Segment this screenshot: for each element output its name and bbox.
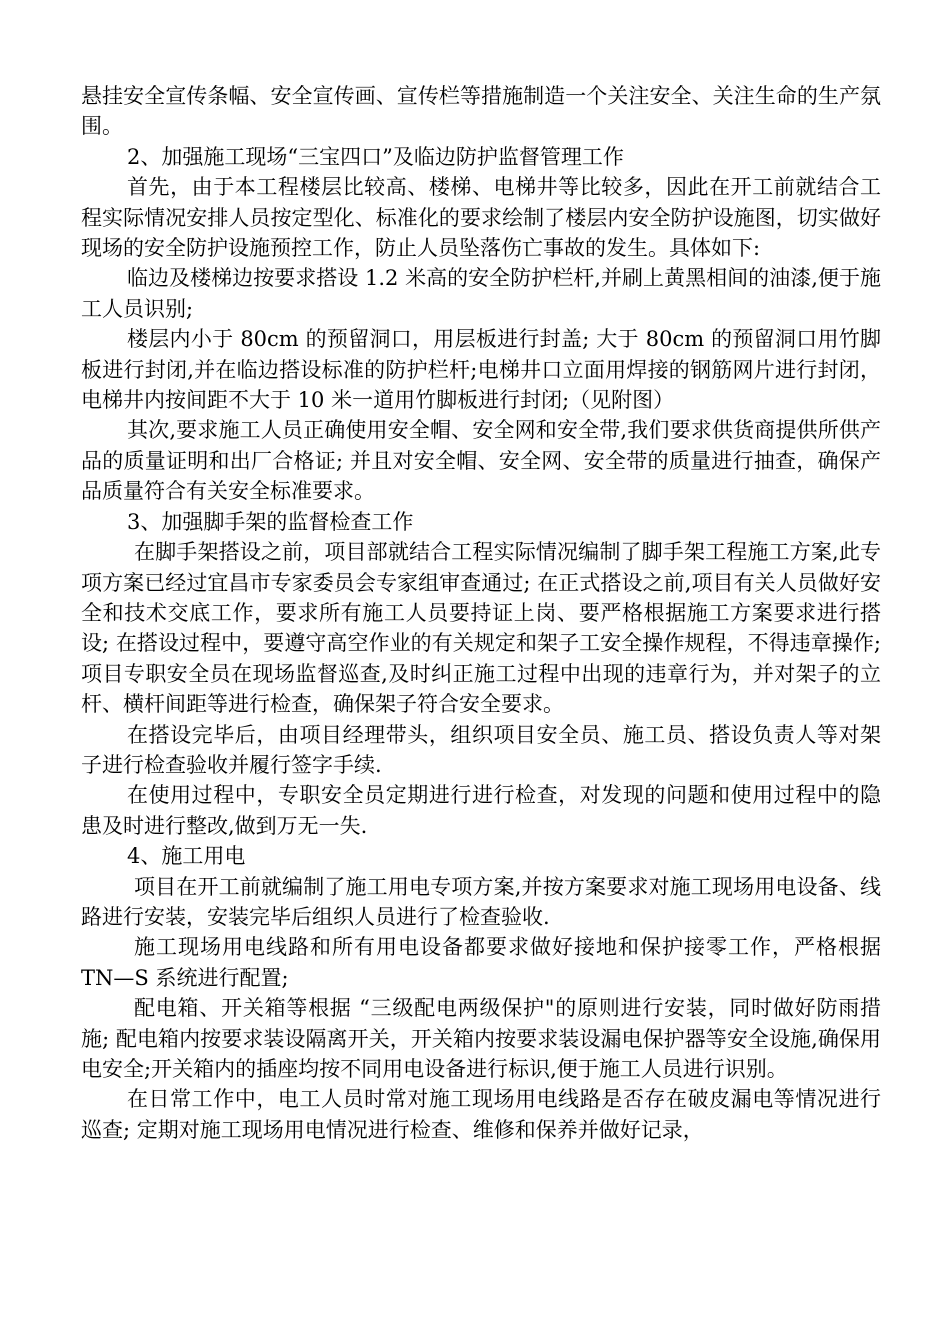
paragraph-scaffold-acceptance: 在搭设完毕后，由项目经理带头，组织项目安全员、施工员、搭设负责人等对架子进行检查验收并履行签字手续. xyxy=(81,722,881,777)
paragraph-daily-inspection: 在日常工作中，电工人员时常对施工现场用电线路是否存在破皮漏电等情况进行巡查; 定期对施工现场用电情况进行检查、维修和保养并做好记录， xyxy=(81,1087,881,1142)
paragraph-ppe: 其次,要求施工人员正确使用安全帽、安全网和安全带,我们要求供货商提供所供产品的质量证明和出厂合格证; 并且对安全帽、安全网、安全带的质量进行抽查，确保产品质量符合有关安全标准要求。 xyxy=(81,418,881,504)
paragraph-scaffold-plan: 在脚手架搭设之前，项目部就结合工程实际情况编制了脚手架工程施工方案,此专项方案已经过宜昌市专家委员会专家组审查通过; 在正式搭设之前,项目有关人员做好安全和技术交底工作，要求所有施工人员要持证上岗、要严格根据施工方案要求进行搭设; 在搭设过程中，要遵守高空作业的有关规定和架子工安全操作规程，不得违章操作; 项目专职安全员在现场监督巡查,及时纠正施工过程中出现的违章行为，并对架子的立杆、横杆间距等进行检查，确保架子符合安全要求。 xyxy=(81,540,881,717)
paragraph-protection-plan: 首先，由于本工程楼层比较高、楼梯、电梯井等比较多，因此在开工前就结合工程实际情况安排人员按定型化、标准化的要求绘制了楼层内安全防护设施图，切实做好现场的安全防护设施预控工作，防止人员坠落伤亡事故的发生。具体如下: xyxy=(81,175,881,261)
document-page xyxy=(81,81,881,1145)
section-heading-4: 4、施工用电 xyxy=(127,844,246,869)
paragraph-grounding: 施工现场用电线路和所有用电设备都要求做好接地和保护接零工作，严格根据 TN—S 系统进行配置; xyxy=(81,935,881,990)
section-heading-3: 3、加强脚手架的监督检查工作 xyxy=(127,509,414,534)
paragraph-power-plan: 项目在开工前就编制了施工用电专项方案,并按方案要求对施工现场用电设备、线路进行安装，安装完毕后组织人员进行了检查验收. xyxy=(81,874,881,929)
section-heading-2: 2、加强施工现场“三宝四口”及临边防护监督管理工作 xyxy=(127,144,624,169)
paragraph-safety-atmosphere: 悬挂安全宣传条幅、安全宣传画、宣传栏等措施制造一个关注安全、关注生命的生产氛围。 xyxy=(81,84,881,139)
paragraph-distribution-box: 配电箱、开关箱等根据 “三级配电两级保护"的原则进行安装，同时做好防雨措施; 配电箱内按要求装设隔离开关，开关箱内按要求装设漏电保护器等安全设施,确保用电安全;开关箱内的插座均按不同用电设备进行标识,便于施工人员进行识别。 xyxy=(81,996,881,1081)
paragraph-openings: 楼层内小于 80cm 的预留洞口，用层板进行封盖; 大于 80cm 的预留洞口用竹脚板进行封闭,并在临边搭设标准的防护栏杆;电梯井口立面用焊接的钢筋网片进行封闭，电梯井内按间距不大于 10 米一道用竹脚板进行封闭;（见附图） xyxy=(81,327,881,413)
paragraph-edge-railing: 临边及楼梯边按要求搭设 1.2 米高的安全防护栏杆,并刷上黄黑相间的油漆,便于施工人员识别; xyxy=(81,266,881,321)
paragraph-scaffold-inspection: 在使用过程中，专职安全员定期进行进行检查，对发现的问题和使用过程中的隐患及时进行整改,做到万无一失. xyxy=(81,783,881,838)
